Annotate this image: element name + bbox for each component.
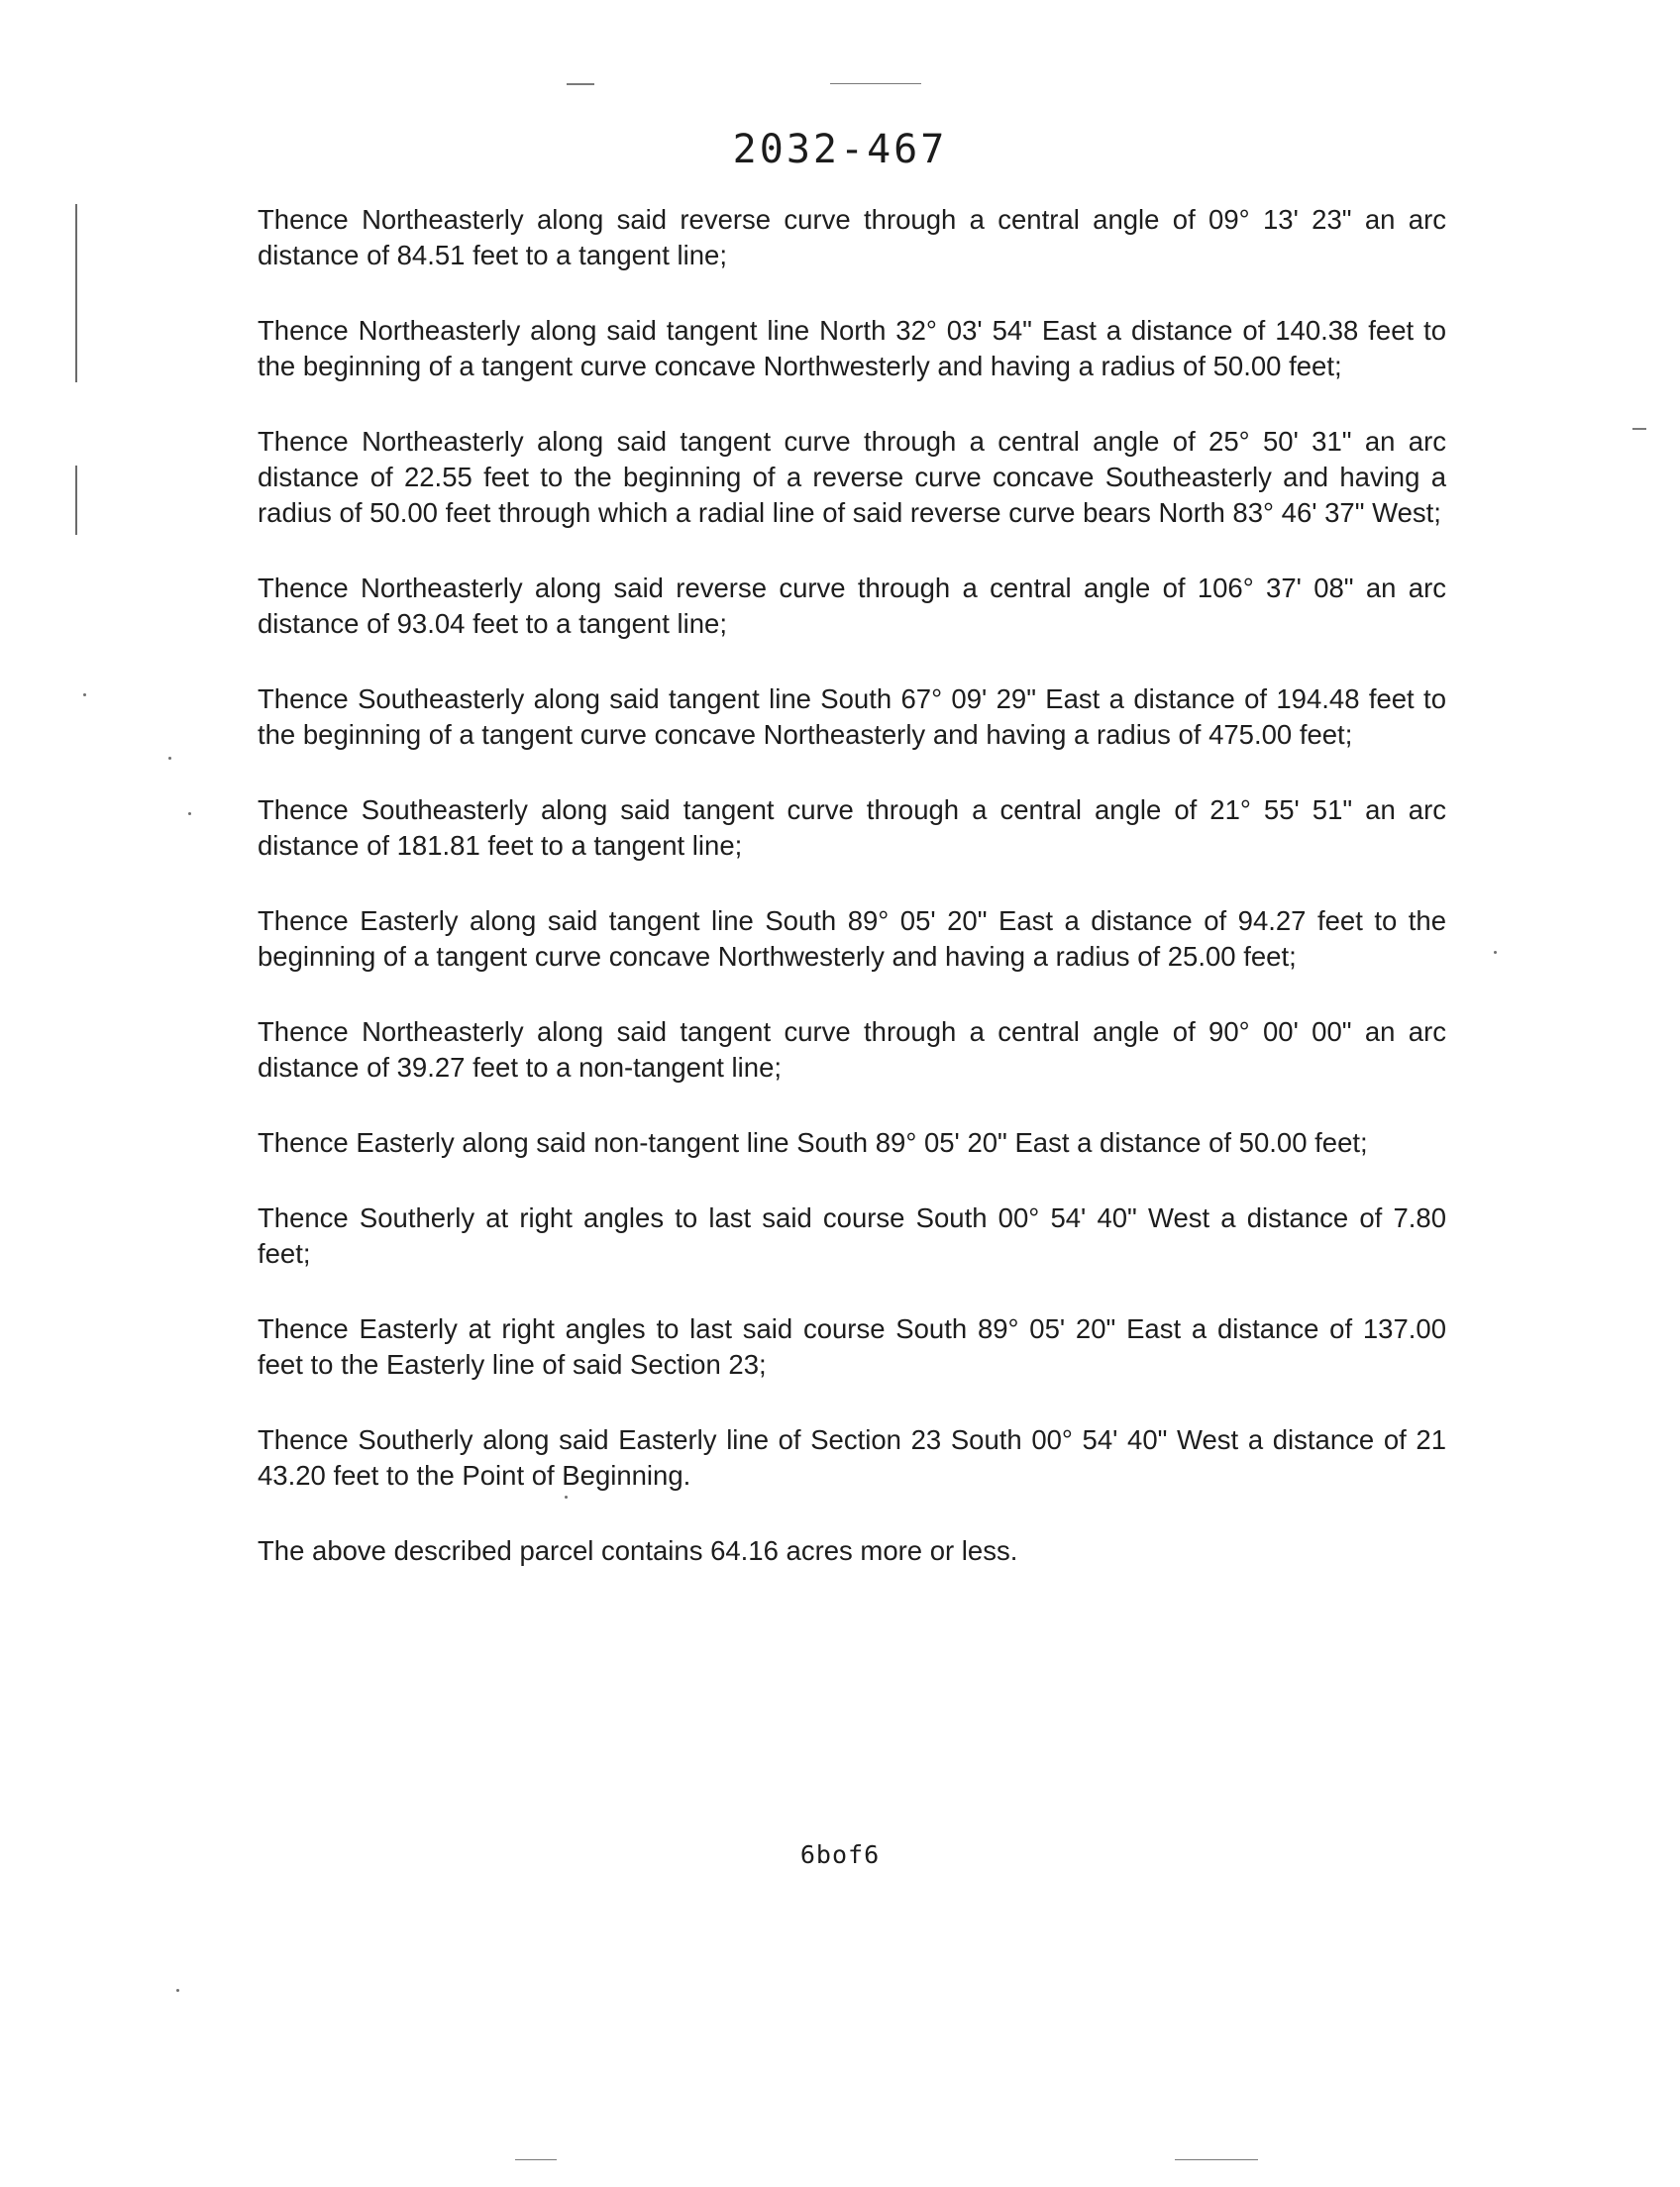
course-paragraph: Thence Northeasterly along said tangent line North 32° 03' 54" East a distance of 140.38 feet to the beginning of a tangent curve concave Northwesterly and having a radius of 50.00 feet; [258, 315, 1446, 381]
legal-description [258, 202, 1446, 1609]
scan-speck [188, 812, 191, 815]
course-paragraph: Thence Easterly along said non-tangent line South 89° 05' 20" East a distance of 50.00 feet; [258, 1127, 1368, 1158]
course-paragraph: Thence Northeasterly along said reverse curve through a central angle of 09° 13' 23" an arc distance of 84.51 feet to a tangent line; [258, 204, 1446, 270]
scan-edge-mark [1632, 428, 1646, 430]
course-paragraph: Thence Northeasterly along said reverse curve through a central angle of 106° 37' 08" an arc distance of 93.04 feet to a tangent line; [258, 573, 1446, 639]
scan-speck [176, 1989, 179, 1992]
scan-speck [83, 693, 86, 696]
book-page-number: 2032-467 [732, 127, 948, 172]
scan-top-mark [567, 83, 594, 85]
parcel-area-summary: The above described parcel contains 64.16 acres more or less. [258, 1535, 1018, 1566]
page-footer: 6bof6 [799, 1840, 881, 1869]
course-paragraph: Thence Southerly along said Easterly line of Section 23 South 00° 54' 40" West a distance of 21 43.20 feet to the Point of Beginning. [258, 1424, 1446, 1491]
course-paragraph: Thence Southerly at right angles to last said course South 00° 54' 40" West a distance of 7.80 feet; [258, 1202, 1446, 1269]
course-paragraph: Thence Southeasterly along said tangent curve through a central angle of 21° 55' 51" an arc distance of 181.81 feet to a tangent line; [258, 794, 1446, 861]
scan-speck [168, 757, 171, 760]
course-paragraph: Thence Northeasterly along said tangent curve through a central angle of 25° 50' 31" an arc distance of 22.55 feet to the beginning of a reverse curve concave Southeasterly and having a radius of 50.00 feet through which a radial line of said reverse curve bears North 83° 46' 37" West; [258, 426, 1446, 528]
scan-margin-line-top [75, 204, 77, 382]
scan-margin-line-bottom [75, 466, 77, 535]
course-paragraph: Thence Northeasterly along said tangent curve through a central angle of 90° 00' 00" an arc distance of 39.27 feet to a non-tangent line; [258, 1016, 1446, 1083]
course-paragraph: Thence Southeasterly along said tangent line South 67° 09' 29" East a distance of 194.48 feet to the beginning of a tangent curve concave Northeasterly and having a radius of 475.00 feet; [258, 683, 1446, 750]
scan-speck [1494, 951, 1497, 954]
scan-bottom-mark [1175, 2159, 1258, 2160]
course-paragraph: Thence Easterly at right angles to last said course South 89° 05' 20" East a distance of 137.00 feet to the Easterly line of said Section 23; [258, 1313, 1446, 1380]
scan-bottom-mark [515, 2159, 557, 2160]
scan-top-mark [830, 83, 921, 84]
course-paragraph: Thence Easterly along said tangent line South 89° 05' 20" East a distance of 94.27 feet to the beginning of a tangent curve concave Northwesterly and having a radius of 25.00 feet; [258, 905, 1446, 972]
